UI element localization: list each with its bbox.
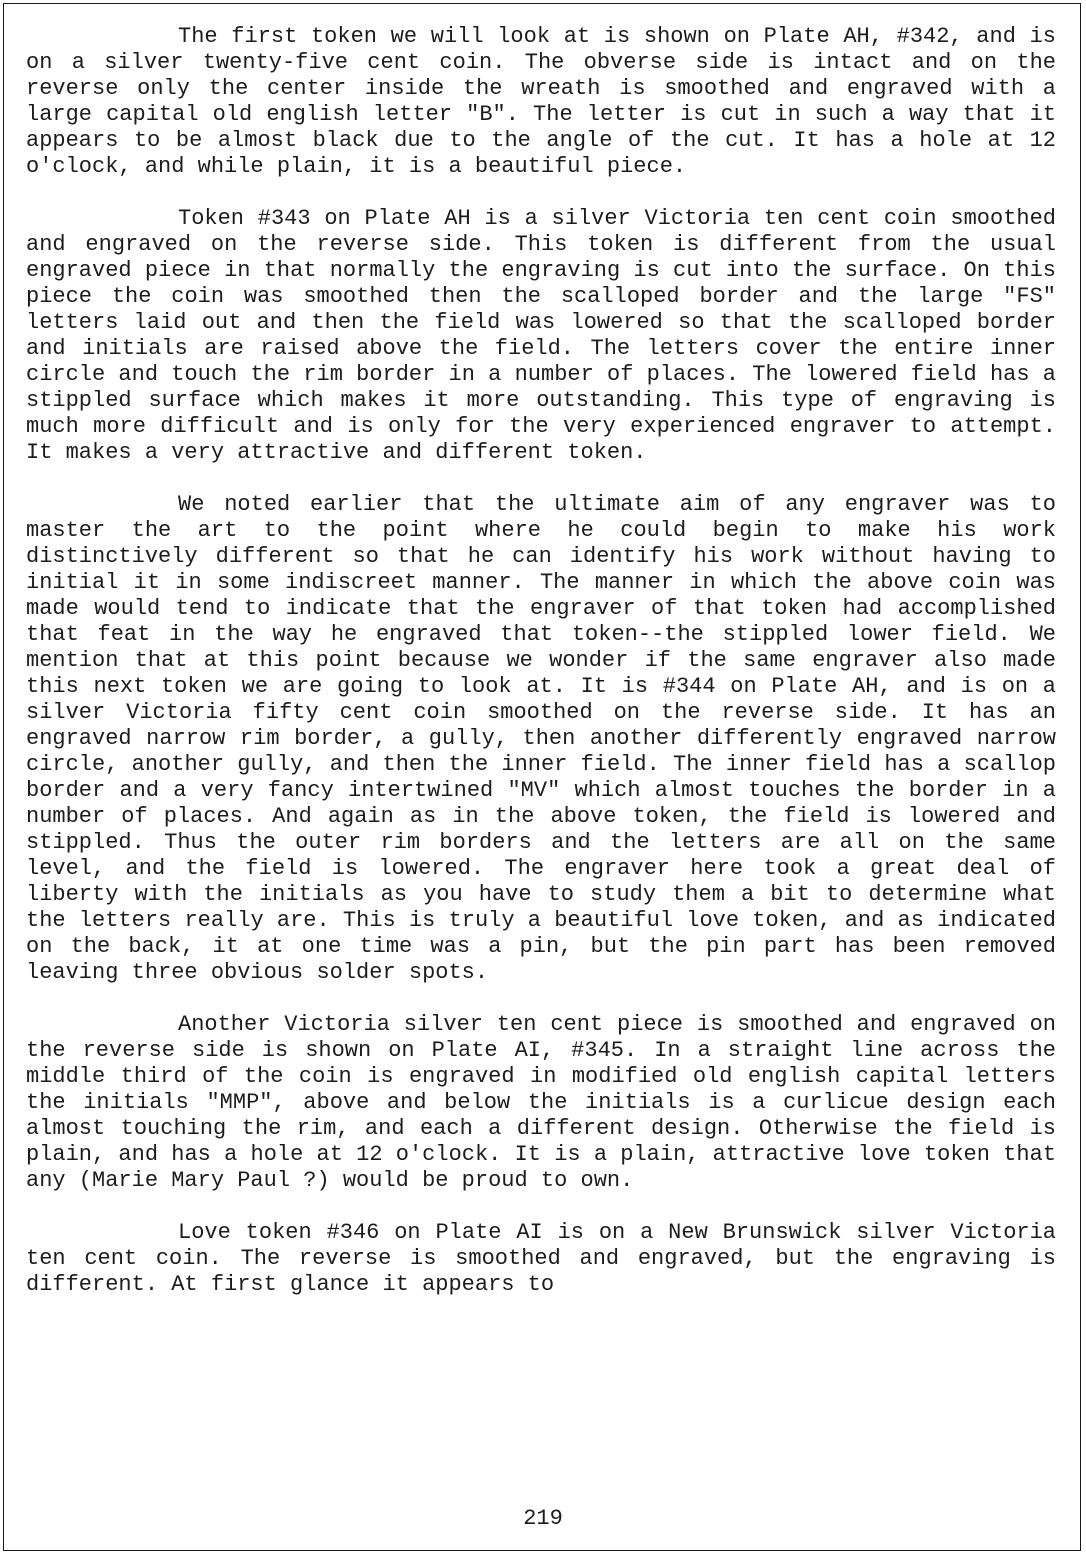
paragraph-token-345: Another Victoria silver ten cent piece is smoothed and engraved on the reverse side is shown on Plate AI, #345. In a straight line across the middle third of the coin is engraved in modified old english capital letters the initials "MMP", above and below the initials is a curlicue design each almost touching the rim, and each a different design. Otherwise the field is plain, and has a hole at 12 o'clock. It is a plain, attractive love token that any (Marie Mary Paul ?) would be proud to own. — [26, 1012, 1056, 1193]
paragraph-token-343: Token #343 on Plate AH is a silver Victoria ten cent coin smoothed and engraved on the reverse side. This token is different from the usual engraved piece in that normally the engraving is cut into the surface. On this piece the coin was smoothed then the scalloped border and the large "FS" letters laid out and then the field was lowered so that the scalloped border and initials are raised above the field. The letters cover the entire inner circle and touch the rim border in a number of places. The lowered field has a stippled surface which makes it more outstanding. This type of engraving is much more difficult and is only for the very experienced engraver to attempt. It makes a very attractive and different token. — [26, 206, 1056, 465]
page-number: 219 — [523, 1506, 563, 1531]
paragraph-token-346: Love token #346 on Plate AI is on a New Brunswick silver Victoria ten cent coin. The reverse is smoothed and engraved, but the engraving is different. At first glance it appears to — [26, 1220, 1056, 1297]
document-body — [26, 24, 1056, 1324]
paragraph-token-344: We noted earlier that the ultimate aim of any engraver was to master the art to the point where he could begin to make his work distinctively different so that he can identify his work without having to initial it in some indiscreet manner. The manner in which the above coin was made would tend to indicate that the engraver of that token had accomplished that feat in the way he engraved that token--the stippled lower field. We mention that at this point because we wonder if the same engraver also made this next token we are going to look at. It is #344 on Plate AH, and is on a silver Victoria fifty cent coin smoothed on the reverse side. It has an engraved narrow rim border, a gully, then another differently engraved narrow circle, another gully, and then the inner field. The inner field has a scallop border and a very fancy intertwined "MV" which almost touches the border in a number of places. And again as in the above token, the field is lowered and stippled. Thus the outer rim borders and the letters are all on the same level, and the field is lowered. The engraver here took a great deal of liberty with the initials as you have to study them a bit to determine what the letters really are. This is truly a beautiful love token, and as indicated on the back, it at one time was a pin, but the pin part has been removed leaving three obvious solder spots. — [26, 492, 1056, 985]
paragraph-token-342: The first token we will look at is shown on Plate AH, #342, and is on a silver twenty-five cent coin. The obverse side is intact and on the reverse only the center inside the wreath is smoothed and engraved with a large capital old english letter "B". The letter is cut in such a way that it appears to be almost black due to the angle of the cut. It has a hole at 12 o'clock, and while plain, it is a beautiful piece. — [26, 24, 1056, 179]
